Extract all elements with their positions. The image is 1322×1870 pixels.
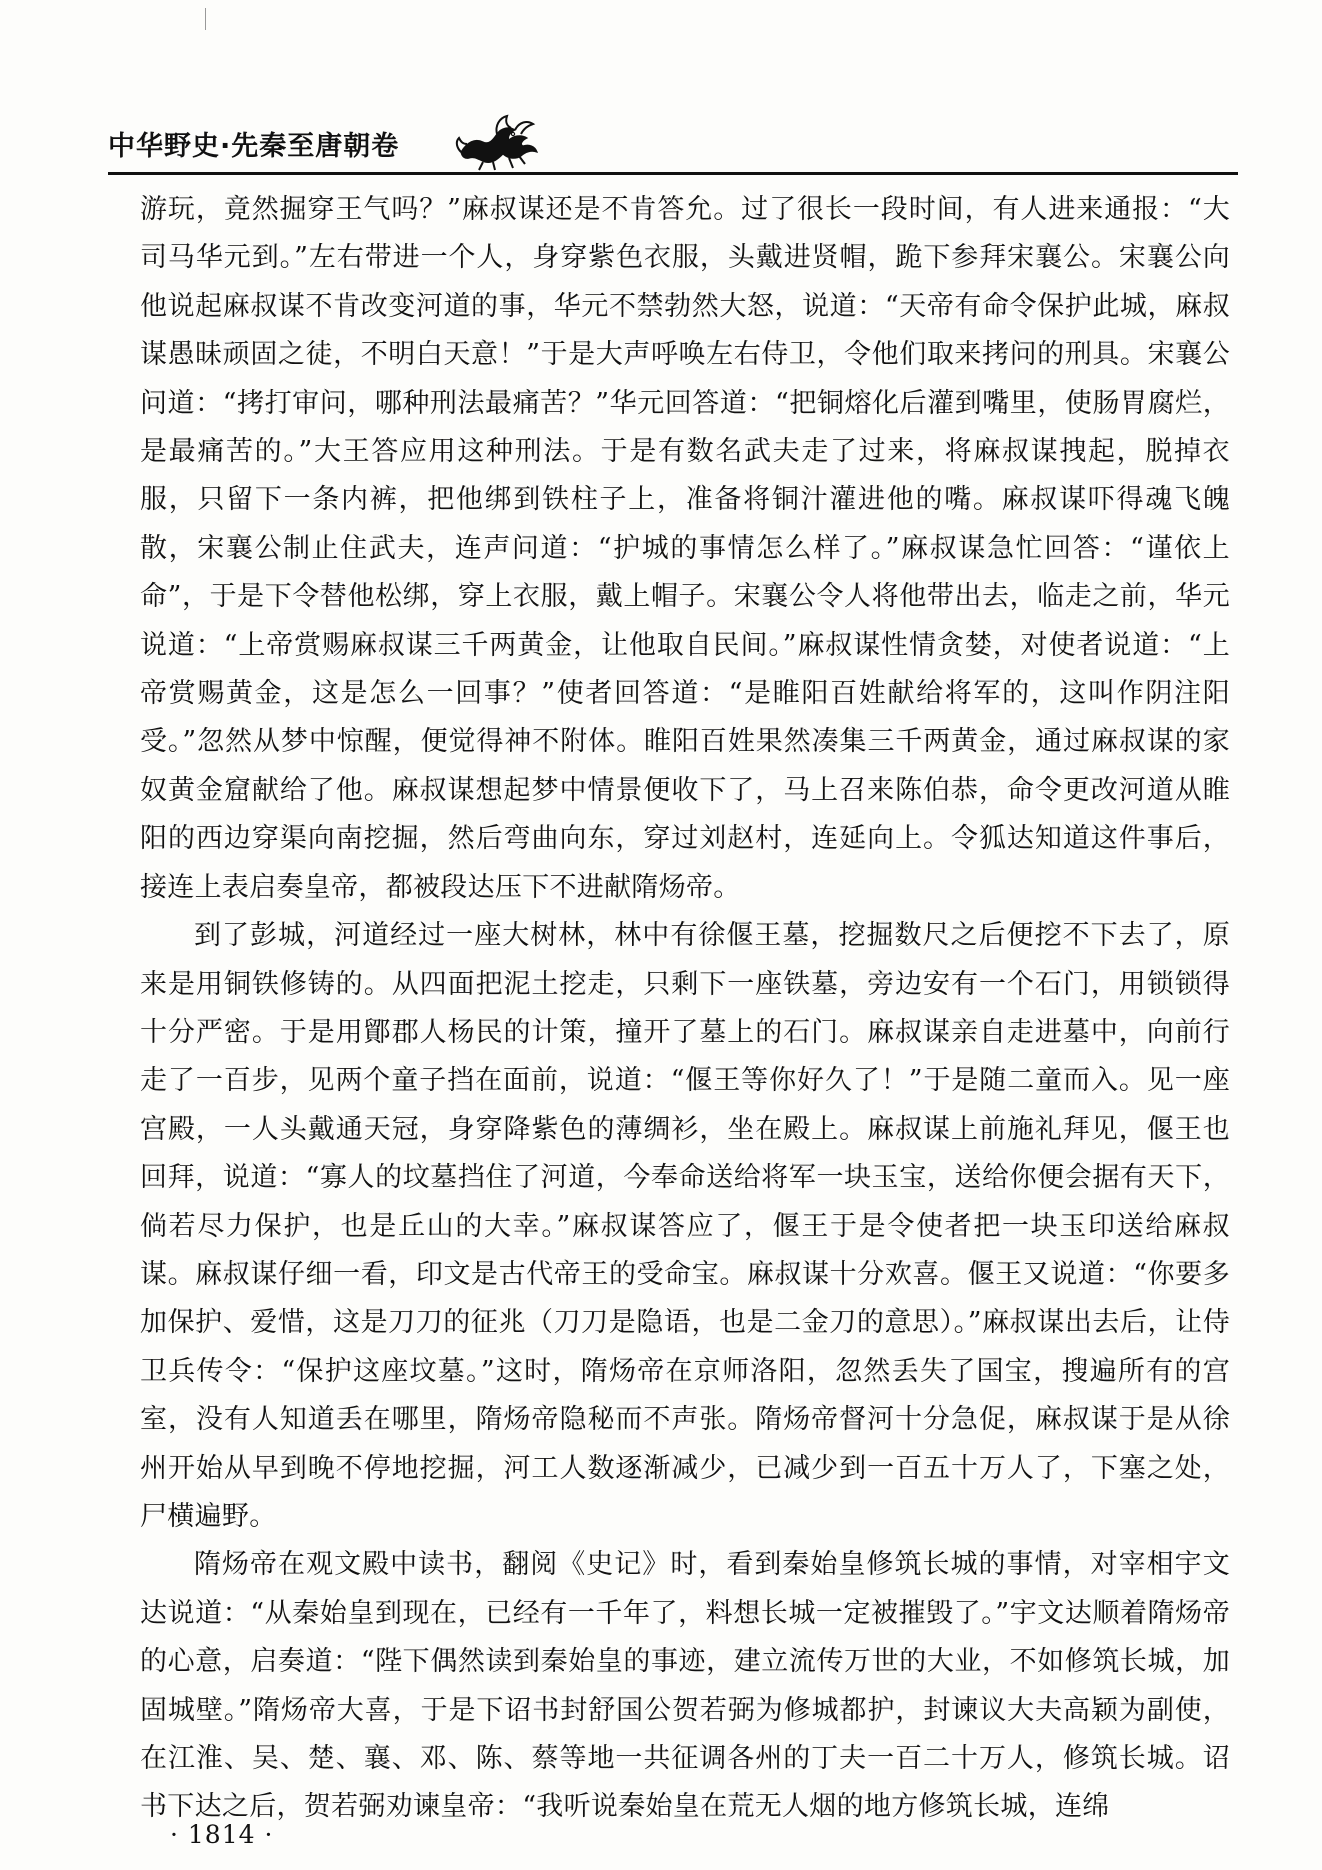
header-divider: [108, 172, 1238, 175]
paragraph-2: 到了彭城，河道经过一座大树林，林中有徐偃王墓，挖掘数尺之后便挖不下去了，原来是用铜铁修铸的。从四面把泥土挖走，只剩下一座铁墓，旁边安有一个石门，用锁锁得十分严密。于是用鄮郡人杨民的计策，撞开了墓上的石门。麻叔谋亲自走进墓中，向前行走了一百步，见两个童子挡在面前，说道：“偃王等你好久了！”于是随二童而入。见一座宫殿，一人头戴通天冠，身穿降紫色的薄绸衫，坐在殿上。麻叔谋上前施礼拜见，偃王也回拜，说道：“寡人的坟墓挡住了河道，今奉命送给将军一块玉宝，送给你便会据有天下，倘若尽力保护，也是丘山的大幸。”麻叔谋答应了，偃王于是令使者把一块玉印送给麻叔谋。麻叔谋仔细一看，印文是古代帝王的受命宝。麻叔谋十分欢喜。偃王又说道：“你要多加保护、爱惜，这是刀刀的征兆（刀刀是隐语，也是二金刀的意思）。”麻叔谋出去后，让侍卫兵传令：“保护这座坟墓。”这时，隋炀帝在京师洛阳，忽然丢失了国宝，搜遍所有的宫室，没有人知道丢在哪里，隋炀帝隐秘而不声张。隋炀帝督河十分急促，麻叔谋于是从徐州开始从早到晚不停地挖掘，河工人数逐渐减少，已减少到一百五十万人了，下塞之处，尸横遍野。: [140, 920, 1230, 1532]
paragraph-3: 隋炀帝在观文殿中读书，翻阅《史记》时，看到秦始皇修筑长城的事情，对宰相宇文达说道：“从秦始皇到现在，已经有一千年了，料想长城一定被摧毁了。”宇文达顺着隋炀帝的心意，启奏道：“陛下偶然读到秦始皇的事迹，建立流传万世的大业，不如修筑长城，加固城壁。”隋炀帝大喜，于是下诏书封舒国公贺若弼为修城都护，封谏议大夫高颖为副使，在江淮、吴、楚、襄、邓、陈、蔡等地一共征调各州的丁夫一百二十万人，修筑长城。诏书下达之后，贺若弼劝谏皇帝：“我听说秦始皇在荒无人烟的地方修筑长城，连绵: [140, 1549, 1230, 1823]
running-header: [108, 112, 1238, 172]
page-number: · 1814 ·: [170, 1820, 274, 1849]
dragon-emblem-icon: [453, 112, 543, 172]
scan-artifact-mark: [205, 8, 206, 30]
paragraph-1: 游玩，竟然掘穿王气吗？”麻叔谋还是不肯答允。过了很长一段时间，有人进来通报：“大司马华元到。”左右带进一个人，身穿紫色衣服，头戴进贤帽，跪下参拜宋襄公。宋襄公向他说起麻叔谋不肯改变河道的事，华元不禁勃然大怒，说道：“天帝有命令保护此城，麻叔谋愚昧顽固之徒，不明白天意！”于是大声呼唤左右侍卫，令他们取来拷问的刑具。宋襄公问道：“拷打审问，哪种刑法最痛苦？”华元回答道：“把铜熔化后灌到嘴里，使肠胃腐烂，是最痛苦的。”大王答应用这种刑法。于是有数名武夫走了过来，将麻叔谋拽起，脱掉衣服，只留下一条内裤，把他绑到铁柱子上，准备将铜汁灌进他的嘴。麻叔谋吓得魂飞魄散，宋襄公制止住武夫，连声问道：“护城的事情怎么样了。”麻叔谋急忙回答：“谨依上命”，于是下令替他松绑，穿上衣服，戴上帽子。宋襄公令人将他带出去，临走之前，华元说道：“上帝赏赐麻叔谋三千两黄金，让他取自民间。”麻叔谋性情贪婪，对使者说道：“上帝赏赐黄金，这是怎么一回事？”使者回答道：“是睢阳百姓献给将军的，这叫作阴注阳受。”忽然从梦中惊醒，便觉得神不附体。睢阳百姓果然凑集三千两黄金，通过麻叔谋的家奴黄金窟献给了他。麻叔谋想起梦中情景便收下了，马上召来陈伯恭，命令更改河道从睢阳的西边穿渠向南挖掘，然后弯曲向东，穿过刘赵村，连延向上。令狐达知道这件事后，接连上表启奏皇帝，都被段达压下不进献隋炀帝。: [140, 194, 1230, 903]
body-text: [140, 186, 1230, 1832]
book-title: 中华野史·先秦至唐朝卷: [108, 131, 400, 162]
